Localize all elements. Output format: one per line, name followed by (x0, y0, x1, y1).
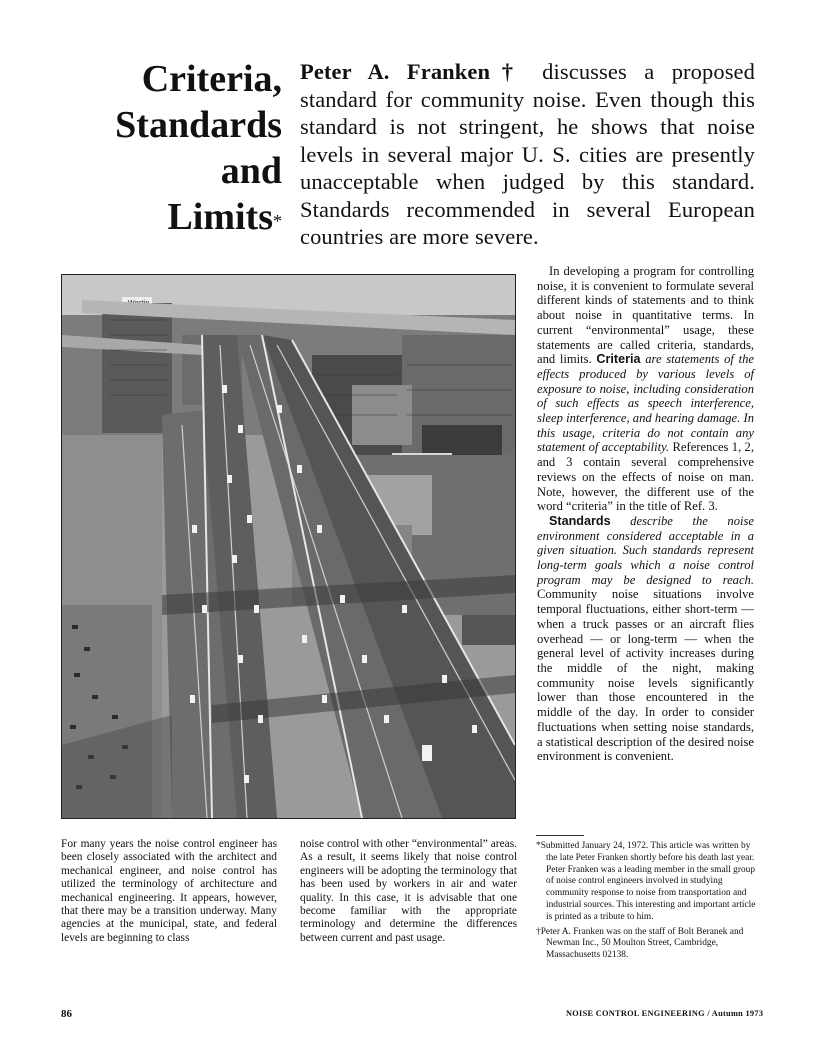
definition-criteria: are statements of the effects produced by various levels of exposure to noise, including consideration of such effects as speech interference, sleep interference, and hearing damage. In this usage, criteria do not contain any statement of acceptability. (537, 352, 754, 455)
title-line-3: and (220, 150, 282, 192)
title-word-limits: Limits (167, 196, 273, 238)
highway-photograph (61, 274, 516, 819)
paragraph-fluctuations: Community noise situations involve temporal fluctuations, either short-term — when a truck passes or an aircraft flies overhead — or long-term — when the general level of activity increases during the middle of the night, making community noise levels significantly lower than those encountered in the middle of the day. In order to consider fluctuations when setting noise standards, a statistical description of the desired noise environment is convenient. (537, 587, 754, 764)
title-line-1: Criteria, (141, 58, 282, 100)
lead-text: discusses a proposed standard for community noise. Even though this standard is not stringent, he shows that noise levels in several major U. S. cities are presently unacceptable when judged by this standard. Standards recommended in several European countries are more severe. (300, 59, 755, 249)
bottom-column-2: noise control with other “environmental” areas. As a result, it seems likely that noise control engineers will be adopting the terminology that has been used by workers in air and water quality. In this case, it is advisable that one become familiar with the appropriate terminology and determine the differences between current and past usage. (300, 838, 517, 944)
title-line-2: Standards (115, 104, 282, 146)
paragraph-criteria (537, 264, 754, 514)
paragraph-standards (537, 514, 754, 764)
title-line-4 (60, 194, 282, 240)
running-head: NOISE CONTROL ENGINEERING / Autumn 1973 (566, 1009, 764, 1018)
paragraph-intro: In developing a program for controlling noise, it is convenient to formulate several different kinds of statements and to think about noise in quantitative terms. In current “environmental” usage, these statements are called criteria, standards, and limits. (537, 264, 754, 367)
bottom-column-1: For many years the noise control engineer has been closely associated with the architect and mechanical engineer, and noise control has utilized the terminology of architecture and mechanical engineering. It appears, however, that there may be a transition underway. Many agencies at the municipal, state, and federal levels are beginning to class (61, 838, 277, 944)
right-column-text (537, 264, 754, 764)
article-title (60, 56, 282, 240)
author-name: Peter A. Franken† (300, 59, 525, 84)
footnote-rule (536, 835, 584, 836)
paragraph-references: References 1, 2, and 3 contain several comprehensive reviews on the effects of noise on man. Note, however, the different use of the word “criteria” in the title of Ref. 3. (537, 440, 754, 514)
term-criteria: Criteria (596, 352, 641, 367)
footnote-submitted: *Submitted January 24, 1972. This article was written by the late Peter Franken shortly before his death last year. Peter Franken was a leading member in the small group of noise control engineers involved in studying community response to noise from transportation and industrial sources. This interesting and important article is printed as a tribute to him. (536, 841, 756, 922)
lead-paragraph (300, 58, 755, 251)
footnotes (536, 835, 756, 965)
footnote-author: †Peter A. Franken was on the staff of Bolt Beranek and Newman Inc., 50 Moulton Street, Cambridge, Massachusetts 02138. (536, 926, 744, 961)
footnote-mark: * (273, 211, 282, 231)
page-number: 86 (61, 1008, 72, 1020)
term-standards: Standards (549, 513, 611, 528)
definition-standards: describe the noise environment considered acceptable in a given situation. Such standards represent long-term goals which a noise control program may be designed to reach. (537, 513, 754, 587)
